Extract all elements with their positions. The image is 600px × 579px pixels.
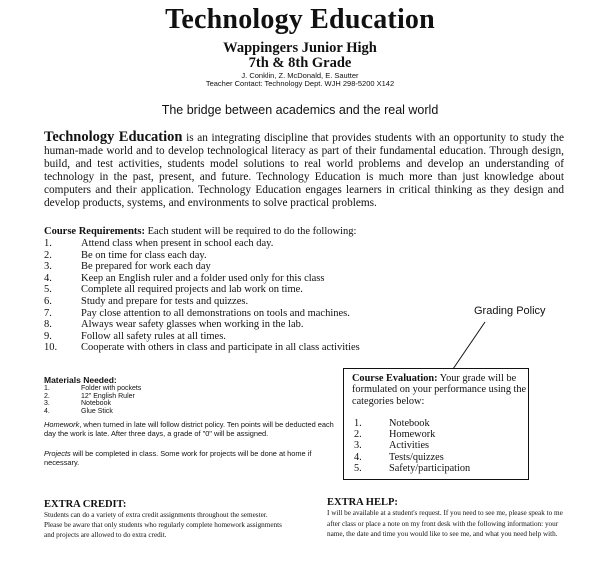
list-item-number: 5. [354,462,362,474]
course-evaluation-heading: Course Evaluation: [352,373,438,384]
list-item [44,408,141,416]
list-item-text: Be prepared for work each day [81,261,211,273]
page-title: Technology Education [165,4,435,35]
course-evaluation-list [354,418,470,474]
list-item-text: Always wear safety glasses when working in the lab. [81,319,304,331]
list-item [44,393,141,401]
list-item-number: 9. [44,330,52,342]
list-item-text: Cooperate with others in class and participate in all class activities [81,342,360,354]
list-item-text: Study and prepare for tests and quizzes. [81,295,249,307]
homework-lead: Homework [44,420,80,429]
list-item-text: Notebook [81,400,111,408]
list-item-number: 2. [44,249,52,261]
list-item [354,418,470,429]
grade-levels: 7th & 8th Grade [248,55,352,71]
grading-policy-label: Grading Policy [474,305,546,317]
list-item-number: 1. [44,238,52,249]
list-item-text: Be on time for class each day. [81,249,207,261]
list-item-number: 3. [354,440,362,452]
materials-list [44,385,141,416]
extra-help-text: I will be available at a student's request. If you need to see me, please speak to me after class or place a note on my front desk with the following information: your name, the date and time you would like to see me, and what you need help with. [327,509,563,538]
list-item-text: Complete all required projects and lab work on time. [81,284,303,296]
list-item-text: Folder with pockets [81,385,142,392]
list-item-text: Activities [389,440,430,452]
list-item [354,463,470,474]
list-item-number: 5. [44,284,52,296]
intro-lead: Technology Education [44,129,183,145]
list-item-number: 4. [354,451,362,463]
list-item-number: 1. [44,385,50,392]
projects-policy [44,450,334,468]
list-item-text: Safety/participation [389,462,471,474]
list-item-number: 4. [44,272,52,284]
course-evaluation-text: Your grade will be formulated on your performance using the categories below: [352,373,527,407]
list-item-text: Attend class when present in school each day. [81,238,274,249]
list-item-text: Keep an English ruler and a folder used only for this class [81,272,325,284]
list-item-text: Follow all safety rules at all times. [81,330,226,342]
list-item-text: Pay close attention to all demonstrations on tools and machines. [81,307,350,319]
teacher-contact: Teacher Contact: Technology Dept. WJH 298-5200 X142 [205,79,395,88]
list-item [354,429,470,440]
homework-text: , when turned in late will follow district policy. Ten points will be deducted each day the work is late. After three days, a grade of "0" will be assigned. [44,420,334,438]
list-item-number: 1. [354,418,362,429]
list-item [44,385,141,393]
homework-policy [44,421,334,439]
teacher-names: J. Conklin, Z. McDonald, E. Sautter [241,71,359,80]
school-name: Wappingers Junior High [223,40,377,56]
list-item-text: Glue Stick [81,408,113,416]
list-item-number: 3. [44,400,50,408]
list-item [354,440,470,451]
intro-text: is an integrating discipline that provides students with an opportunity to study the human-made world and to develop technological literacy as part of their fundamental education. Through design, build, and test activities, students model solutions to real world problems and develop an understanding of technology in the past, present, and future. Technology Education is much more than just knowledge about computers and their application. Technology Education engages learners in critical thinking as they design and develop products, systems, and environments to solve practical problems. [44,132,564,209]
list-item-number: 2. [354,429,362,441]
list-item-number: 2. [44,392,50,400]
list-item-text: Homework [389,429,436,441]
course-evaluation-description [352,373,528,407]
list-item-text: Tests/quizzes [389,451,444,463]
list-item-text: 12" English Ruler [81,392,135,400]
requirements-heading-label: Course Requirements: [44,226,146,237]
list-item-number: 6. [44,295,52,307]
list-item-number: 4. [44,408,50,416]
list-item-number: 3. [44,261,52,273]
tagline: The bridge between academics and the real world [161,103,439,117]
list-item [44,400,141,408]
list-item-number: 10. [44,342,58,354]
extra-credit-text: Students can do a variety of extra credit assignments throughout the semester. Please be aware that only students who regularly complete homework assignments and projects are allowed to do extra credit. [44,511,282,539]
materials-heading: Materials Needed: [44,375,117,385]
requirements-intro: Each student will be required to do the following: [145,226,357,237]
extra-credit-heading: EXTRA CREDIT: [44,499,127,510]
projects-text: will be completed in class. Some work for projects will be done at home if necessary. [44,449,312,467]
list-item-number: 8. [44,319,52,331]
list-item-text: Notebook [389,418,430,429]
extra-help-heading: EXTRA HELP: [327,497,398,508]
list-item [354,452,470,463]
list-item-number: 7. [44,307,52,319]
projects-lead: Projects [44,449,71,458]
